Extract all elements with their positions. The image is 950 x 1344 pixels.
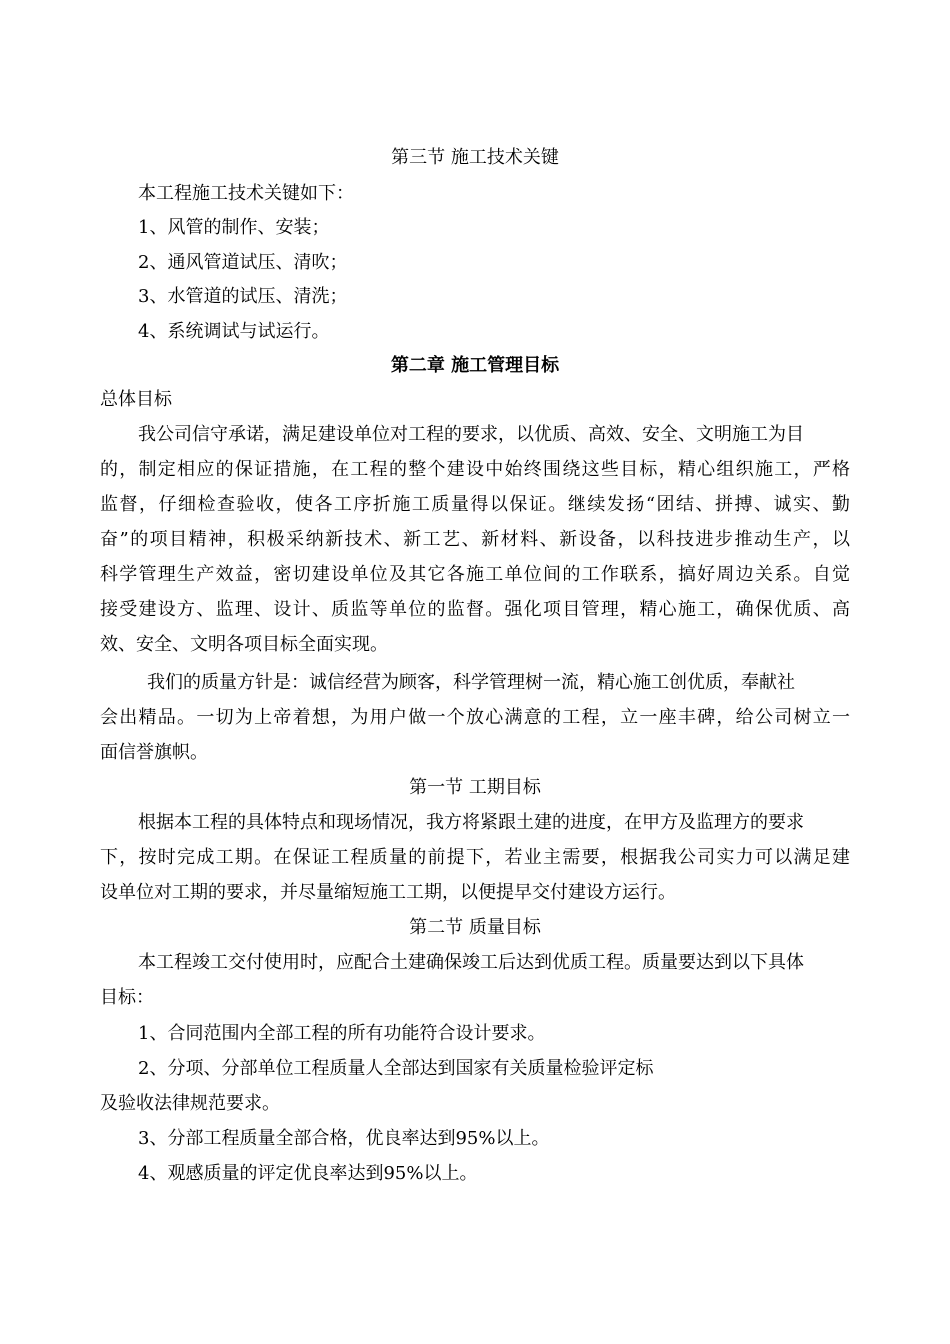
section2-item: 1、合同范围内全部工程的所有功能符合设计要求。 <box>138 1023 546 1044</box>
section1-para-line: 根据本工程的具体特点和现场情况，我方将紧跟土建的进度，在甲方及监理方的要求 <box>138 812 804 833</box>
section2-item: 4、观感质量的评定优良率达到95%以上。 <box>138 1163 478 1184</box>
section1-para-line: 设单位对工期的要求，并尽量缩短施工工期，以便提早交付建设方运行。 <box>100 882 676 903</box>
section3-item: 1、风管的制作、安装； <box>138 217 330 238</box>
policy-para-line: 面信誉旗帜。 <box>100 742 208 763</box>
overall-para-line: 的，制定相应的保证措施，在工程的整个建设中始终围绕这些目标，精心组织施工，严格 <box>100 459 850 480</box>
chapter2-title: 第二章 施工管理目标 <box>390 355 560 376</box>
section2-para-line: 目标： <box>100 987 154 1008</box>
overall-para-line: 接受建设方、监理、设计、质监等单位的监督。强化项目管理，精心施工，确保优质、高 <box>100 599 850 620</box>
section3-intro: 本工程施工技术关键如下： <box>138 183 354 204</box>
policy-para-line: 我们的质量方针是：诚信经营为顾客，科学管理树一流，精心施工创优质，奉献社 <box>147 672 795 693</box>
section3-title: 第三节 施工技术关键 <box>391 147 559 168</box>
section2-item: 3、分部工程质量全部合格，优良率达到95%以上。 <box>138 1128 550 1149</box>
section2-item: 及验收法律规范要求。 <box>100 1093 280 1114</box>
overall-para-line: 科学管理生产效益，密切建设单位及其它各施工单位间的工作联系，搞好周边关系。自觉 <box>100 564 850 585</box>
section3-item: 2、通风管道试压、清吹； <box>138 252 348 273</box>
overall-para-line: 我公司信守承诺，满足建设单位对工程的要求，以优质、高效、安全、文明施工为目 <box>138 424 804 445</box>
overall-para-line: 效、安全、文明各项目标全面实现。 <box>100 634 388 655</box>
section3-item: 4、系统调试与试运行。 <box>138 321 330 342</box>
overall-para-line: 监督，仔细检查验收，使各工序折施工质量得以保证。继续发扬“团结、拼搏、诚实、勤 <box>100 494 850 515</box>
section1-para-line: 下，按时完成工期。在保证工程质量的前提下，若业主需要，根据我公司实力可以满足建 <box>100 847 850 868</box>
section2-title: 第二节 质量目标 <box>409 917 541 938</box>
section2-para-line: 本工程竣工交付使用时，应配合土建确保竣工后达到优质工程。质量要达到以下具体 <box>138 952 804 973</box>
policy-para-line: 会出精品。一切为上帝着想，为用户做一个放心满意的工程，立一座丰碑，给公司树立一 <box>100 707 850 728</box>
section3-item: 3、水管道的试压、清洗； <box>138 286 348 307</box>
section1-title: 第一节 工期目标 <box>409 777 541 798</box>
overall-heading: 总体目标 <box>100 389 172 410</box>
overall-para-line: 奋”的项目精神，积极采纳新技术、新工艺、新材料、新设备，以科技进步推动生产，以 <box>100 529 850 550</box>
section2-item: 2、分项、分部单位工程质量人全部达到国家有关质量检验评定标 <box>138 1058 654 1079</box>
